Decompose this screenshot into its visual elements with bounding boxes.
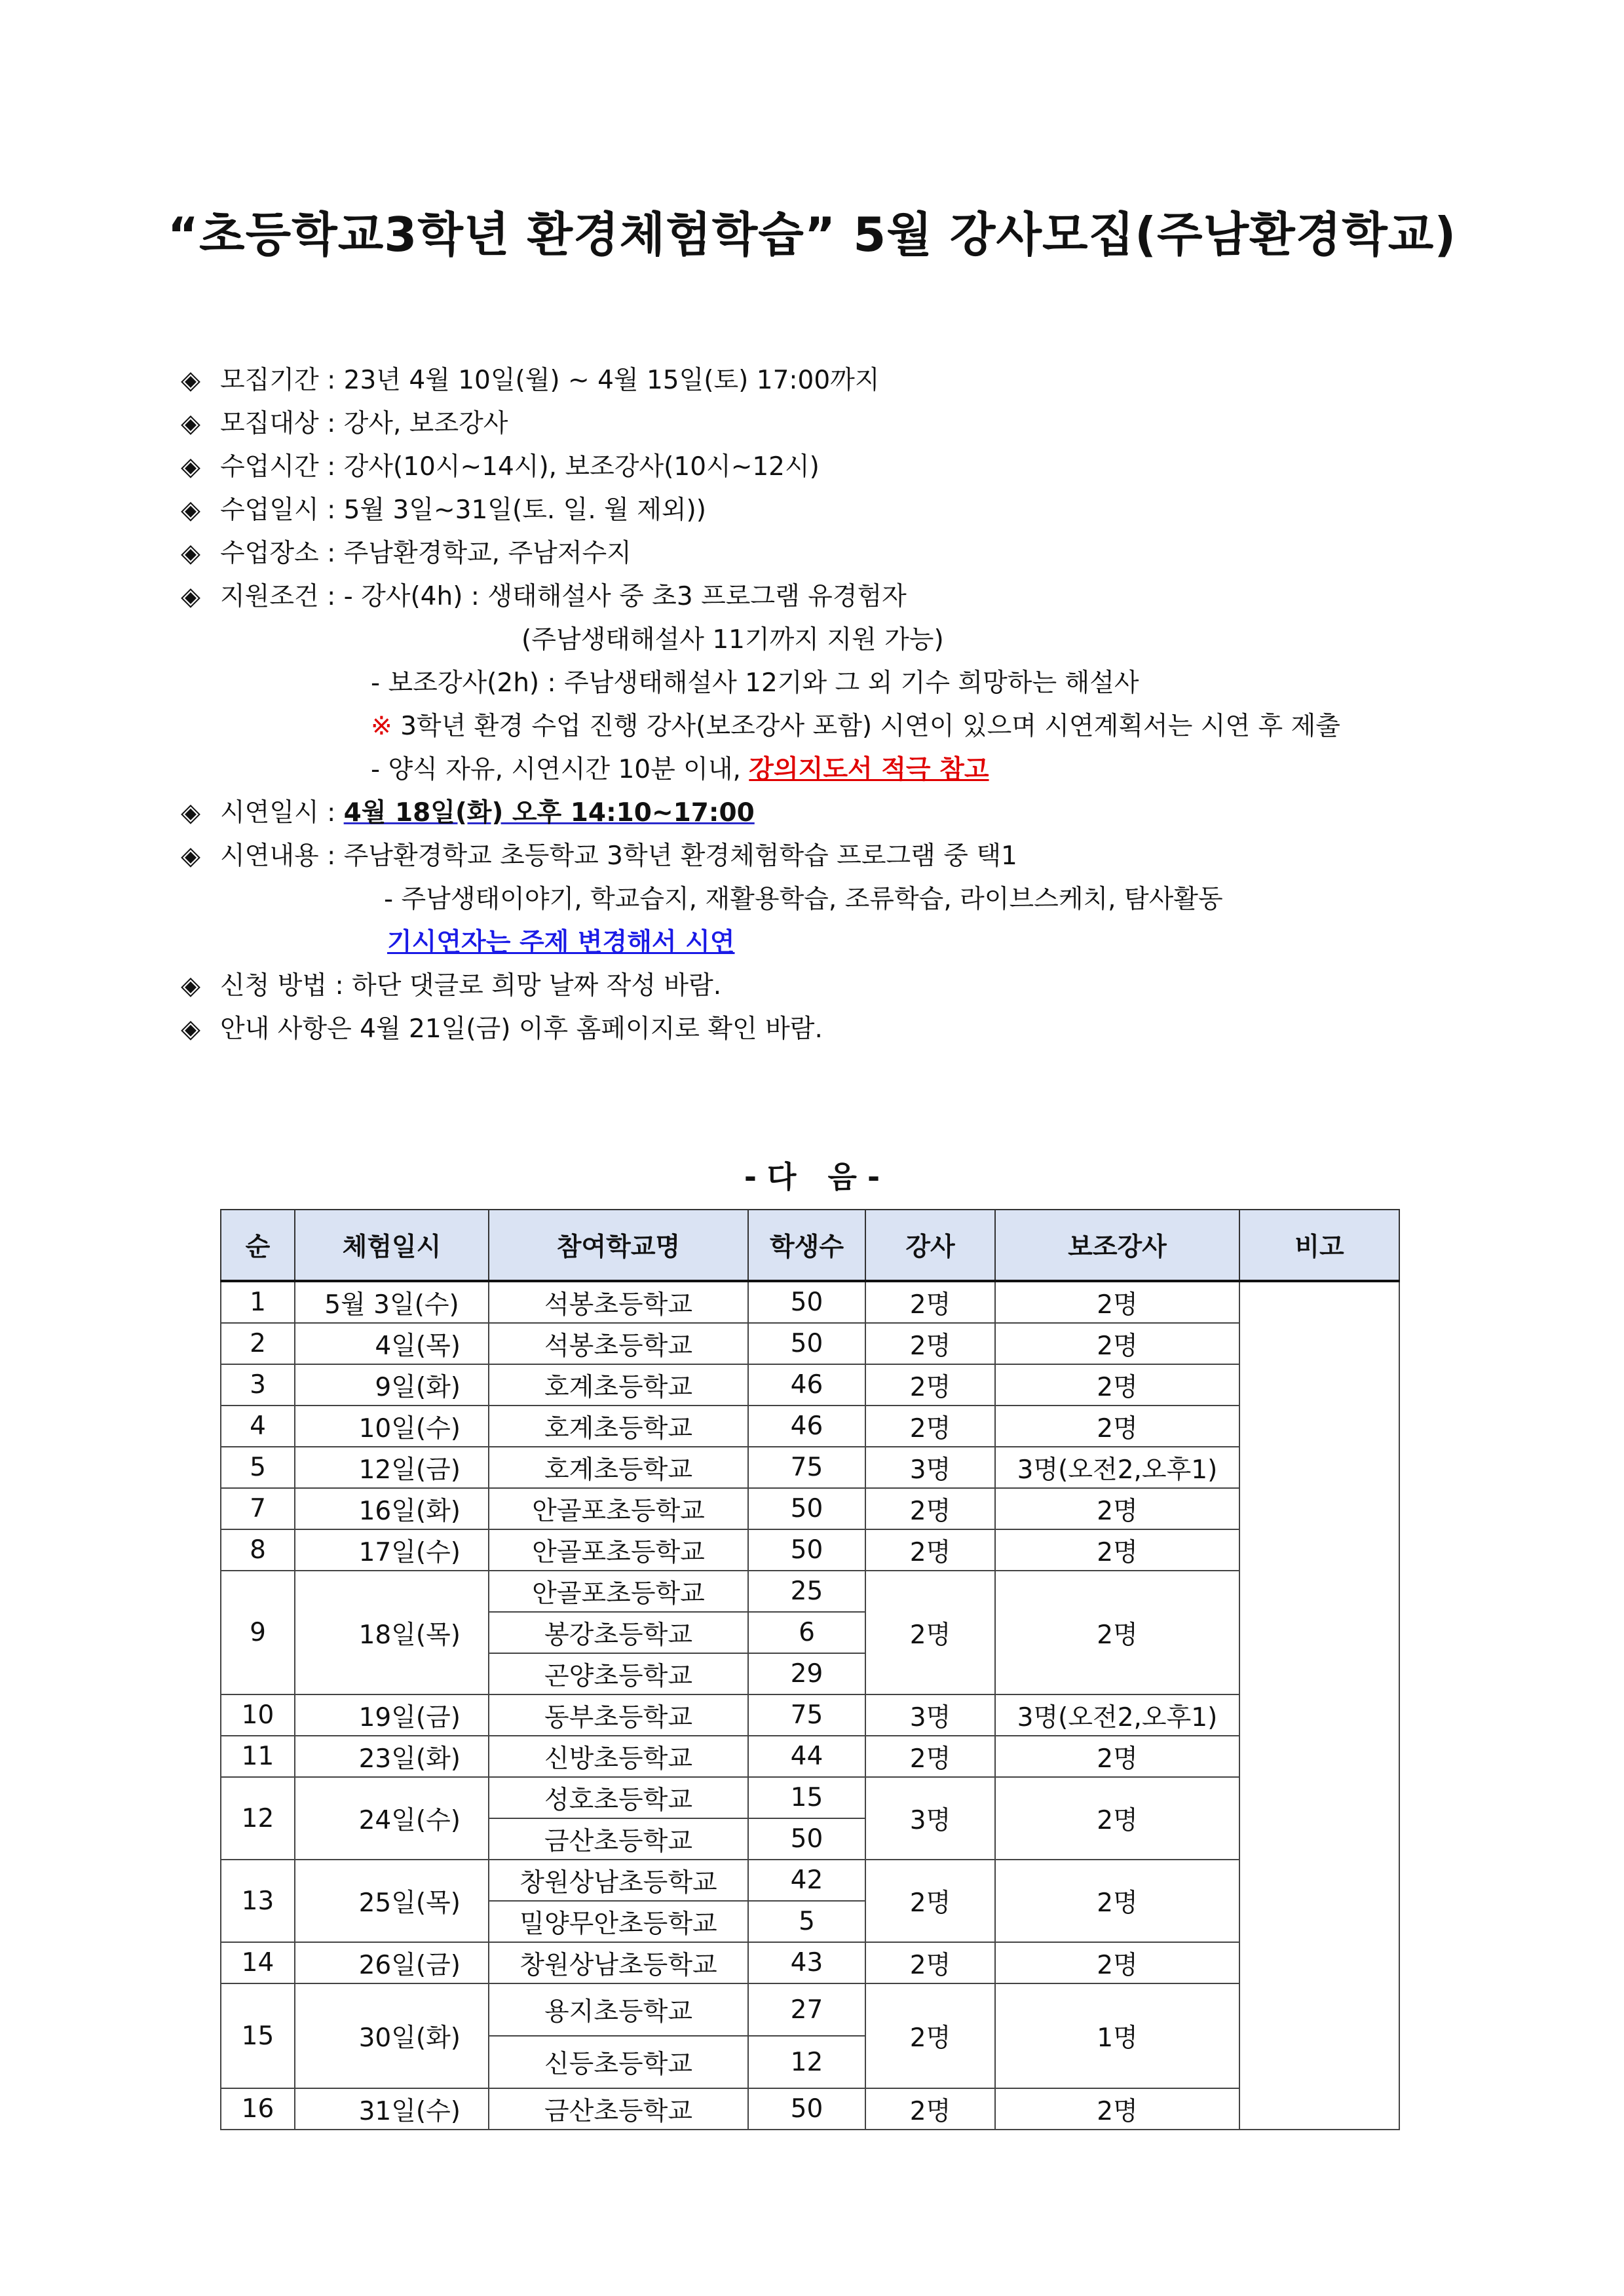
row-student-count: 25 <box>748 1571 865 1612</box>
row-student-count: 50 <box>748 1281 865 1323</box>
table-row <box>221 1488 1399 1529</box>
row-number: 3 <box>221 1364 295 1406</box>
row-assistants: 2명 <box>995 2088 1239 2130</box>
row-assistants: 1명 <box>995 1983 1239 2088</box>
info-notice: ◈ 안내 사항은 4월 21일(금) 이후 홈페이지로 확인 바람. <box>181 1008 1340 1051</box>
row-school: 곤양초등학교 <box>489 1653 748 1694</box>
bullet-icon: ◈ <box>181 539 200 568</box>
row-date: 31일(수) <box>295 2088 489 2130</box>
info-dates: ◈ 수업일시 : 5월 3일~31일(토. 일. 월 제외)) <box>181 489 1340 532</box>
row-assistants: 2명 <box>995 1364 1239 1406</box>
row-teachers: 2명 <box>865 1942 995 1983</box>
table-row <box>221 1529 1399 1571</box>
row-assistants: 3명(오전2,오후1) <box>995 1447 1239 1488</box>
row-school: 호계초등학교 <box>489 1364 748 1406</box>
info-conditions-line3: - 보조강사(2h) : 주남생태해설사 12기와 그 외 기수 희망하는 해설사 <box>371 668 1139 698</box>
row-date: 18일(목) <box>295 1571 489 1694</box>
bullet-icon: ◈ <box>181 582 200 611</box>
row-student-count: 50 <box>748 1529 865 1571</box>
row-date: 30일(화) <box>295 1983 489 2088</box>
row-teachers: 2명 <box>865 1281 995 1323</box>
row-assistants: 3명(오전2,오후1) <box>995 1694 1239 1736</box>
info-conditions-line5: - 양식 자유, 시연시간 10분 이내, 강의지도서 적극 참고 <box>371 755 989 784</box>
row-teachers: 2명 <box>865 1571 995 1694</box>
col-header: 비고 <box>1239 1210 1399 1281</box>
row-number: 4 <box>221 1406 295 1447</box>
row-number: 14 <box>221 1942 295 1983</box>
row-number: 12 <box>221 1777 295 1860</box>
row-teachers: 2명 <box>865 1860 995 1942</box>
row-date: 10일(수) <box>295 1406 489 1447</box>
row-number: 16 <box>221 2088 295 2130</box>
info-period: ◈ 모집기간 : 23년 4월 10일(월) ~ 4월 15일(토) 17:00까지 <box>181 359 1340 402</box>
row-student-count: 50 <box>748 1323 865 1364</box>
table-row <box>221 1942 1399 1983</box>
row-date: 4일(목) <box>295 1323 489 1364</box>
row-assistants: 2명 <box>995 1571 1239 1694</box>
row-student-count: 50 <box>748 2088 865 2130</box>
row-date: 9일(화) <box>295 1364 489 1406</box>
row-school: 창원상남초등학교 <box>489 1942 748 1983</box>
table-header-row <box>221 1210 1399 1281</box>
col-header: 보조강사 <box>995 1210 1239 1281</box>
row-number: 13 <box>221 1860 295 1942</box>
row-student-count: 50 <box>748 1818 865 1860</box>
col-header: 체험일시 <box>295 1210 489 1281</box>
table-row <box>221 1447 1399 1488</box>
bullet-icon: ◈ <box>181 452 200 482</box>
row-teachers: 3명 <box>865 1694 995 1736</box>
row-number: 7 <box>221 1488 295 1529</box>
info-conditions-line2: (주남생태해설사 11기까지 지원 가능) <box>521 625 944 655</box>
row-teachers: 2명 <box>865 1983 995 2088</box>
row-student-count: 44 <box>748 1736 865 1777</box>
row-teachers: 3명 <box>865 1447 995 1488</box>
row-number: 8 <box>221 1529 295 1571</box>
table-row <box>221 1281 1399 1323</box>
row-assistants: 2명 <box>995 1860 1239 1942</box>
bullet-icon: ◈ <box>181 495 200 525</box>
col-header: 참여학교명 <box>489 1210 748 1281</box>
info-demo-list: - 주남생태이야기, 학교습지, 재활용학습, 조류학습, 라이브스케치, 탐사활동 <box>384 885 1223 914</box>
info-demo-note: 기시연자는 주제 변경해서 시연 <box>387 928 735 957</box>
row-student-count: 29 <box>748 1653 865 1694</box>
row-student-count: 27 <box>748 1983 865 2036</box>
table-row <box>221 1323 1399 1364</box>
table-row <box>221 1571 1399 1612</box>
info-demo-content: ◈ 시연내용 : 주남환경학교 초등학교 3학년 환경체험학습 프로그램 중 택1 <box>181 835 1340 878</box>
schedule-table <box>220 1209 1400 2130</box>
row-student-count: 12 <box>748 2036 865 2088</box>
row-school: 석봉초등학교 <box>489 1281 748 1323</box>
row-school: 성호초등학교 <box>489 1777 748 1818</box>
row-assistants: 2명 <box>995 1736 1239 1777</box>
row-teachers: 3명 <box>865 1777 995 1860</box>
row-teachers: 2명 <box>865 1323 995 1364</box>
table-row <box>221 1364 1399 1406</box>
table-row <box>221 1736 1399 1777</box>
demo-date-value: 4월 18일(화) 오후 14:10~17:00 <box>343 798 755 828</box>
table-row <box>221 1694 1399 1736</box>
table-row <box>221 1983 1399 2036</box>
row-student-count: 15 <box>748 1777 865 1818</box>
table-row <box>221 1777 1399 1818</box>
row-teachers: 2명 <box>865 1529 995 1571</box>
table-row <box>221 2088 1399 2130</box>
row-number: 10 <box>221 1694 295 1736</box>
bullet-icon: ◈ <box>181 1014 200 1044</box>
row-school: 동부초등학교 <box>489 1694 748 1736</box>
row-student-count: 5 <box>748 1901 865 1942</box>
row-assistants: 2명 <box>995 1529 1239 1571</box>
row-date: 23일(화) <box>295 1736 489 1777</box>
row-teachers: 2명 <box>865 1364 995 1406</box>
row-school: 금산초등학교 <box>489 1818 748 1860</box>
row-assistants: 2명 <box>995 1777 1239 1860</box>
bullet-icon: ◈ <box>181 409 200 438</box>
row-assistants: 2명 <box>995 1406 1239 1447</box>
row-assistants: 2명 <box>995 1942 1239 1983</box>
info-demo-date: ◈ 시연일시 : 4월 18일(화) 오후 14:10~17:00 <box>181 792 1340 835</box>
info-conditions: ◈ 지원조건 : - 강사(4h) : 생태해설사 중 초3 프로그램 유경험자 <box>181 575 1340 619</box>
row-assistants: 2명 <box>995 1281 1239 1323</box>
row-school: 용지초등학교 <box>489 1983 748 2036</box>
row-school: 신등초등학교 <box>489 2036 748 2088</box>
row-number: 15 <box>221 1983 295 2088</box>
bullet-icon: ◈ <box>181 366 200 395</box>
row-assistants: 2명 <box>995 1488 1239 1529</box>
row-date: 19일(금) <box>295 1694 489 1736</box>
bullet-icon: ◈ <box>181 841 200 871</box>
row-school: 호계초등학교 <box>489 1406 748 1447</box>
note-cell <box>1239 1281 1399 2130</box>
row-student-count: 46 <box>748 1406 865 1447</box>
row-student-count: 43 <box>748 1942 865 1983</box>
row-number: 2 <box>221 1323 295 1364</box>
row-date: 5월 3일(수) <box>295 1281 489 1323</box>
row-school: 안골포초등학교 <box>489 1488 748 1529</box>
row-date: 26일(금) <box>295 1942 489 1983</box>
row-teachers: 2명 <box>865 2088 995 2130</box>
row-number: 1 <box>221 1281 295 1323</box>
table-body <box>221 1281 1399 2130</box>
row-school: 안골포초등학교 <box>489 1571 748 1612</box>
row-school: 창원상남초등학교 <box>489 1860 748 1901</box>
row-teachers: 2명 <box>865 1406 995 1447</box>
row-school: 금산초등학교 <box>489 2088 748 2130</box>
row-student-count: 50 <box>748 1488 865 1529</box>
row-date: 24일(수) <box>295 1777 489 1860</box>
row-teachers: 2명 <box>865 1736 995 1777</box>
row-school: 밀양무안초등학교 <box>489 1901 748 1942</box>
row-date: 12일(금) <box>295 1447 489 1488</box>
row-student-count: 75 <box>748 1694 865 1736</box>
row-date: 17일(수) <box>295 1529 489 1571</box>
row-school: 석봉초등학교 <box>489 1323 748 1364</box>
page-title: “초등학교3학년 환경체험학습” 5월 강사모집(주남환경학교) <box>167 207 1457 262</box>
col-header: 순 <box>221 1210 295 1281</box>
row-assistants: 2명 <box>995 1323 1239 1364</box>
row-date: 25일(목) <box>295 1860 489 1942</box>
info-place: ◈ 수업장소 : 주남환경학교, 주남저수지 <box>181 532 1340 575</box>
note-mark-icon: ※ <box>371 712 392 741</box>
info-conditions-note: ※ 3학년 환경 수업 진행 강사(보조강사 포함) 시연이 있으며 시연계획서는 시연 후 제출 <box>371 712 1340 741</box>
row-number: 11 <box>221 1736 295 1777</box>
row-number: 9 <box>221 1571 295 1694</box>
row-school: 봉강초등학교 <box>489 1612 748 1653</box>
guide-reference-note: 강의지도서 적극 참고 <box>749 755 989 784</box>
row-student-count: 6 <box>748 1612 865 1653</box>
row-student-count: 42 <box>748 1860 865 1901</box>
row-school: 호계초등학교 <box>489 1447 748 1488</box>
row-teachers: 2명 <box>865 1488 995 1529</box>
table-row <box>221 1860 1399 1901</box>
row-number: 5 <box>221 1447 295 1488</box>
info-time: ◈ 수업시간 : 강사(10시~14시), 보조강사(10시~12시) <box>181 446 1340 489</box>
row-student-count: 46 <box>748 1364 865 1406</box>
section-heading: - 다 음 - <box>744 1159 880 1195</box>
row-date: 16일(화) <box>295 1488 489 1529</box>
bullet-icon: ◈ <box>181 798 200 828</box>
row-student-count: 75 <box>748 1447 865 1488</box>
bullet-icon: ◈ <box>181 971 200 1001</box>
info-section <box>181 359 1340 1051</box>
info-apply: ◈ 신청 방법 : 하단 댓글로 희망 날짜 작성 바람. <box>181 965 1340 1008</box>
info-target: ◈ 모집대상 : 강사, 보조강사 <box>181 402 1340 446</box>
col-header: 강사 <box>865 1210 995 1281</box>
row-school: 안골포초등학교 <box>489 1529 748 1571</box>
row-school: 신방초등학교 <box>489 1736 748 1777</box>
col-header: 학생수 <box>748 1210 865 1281</box>
table-row <box>221 1406 1399 1447</box>
